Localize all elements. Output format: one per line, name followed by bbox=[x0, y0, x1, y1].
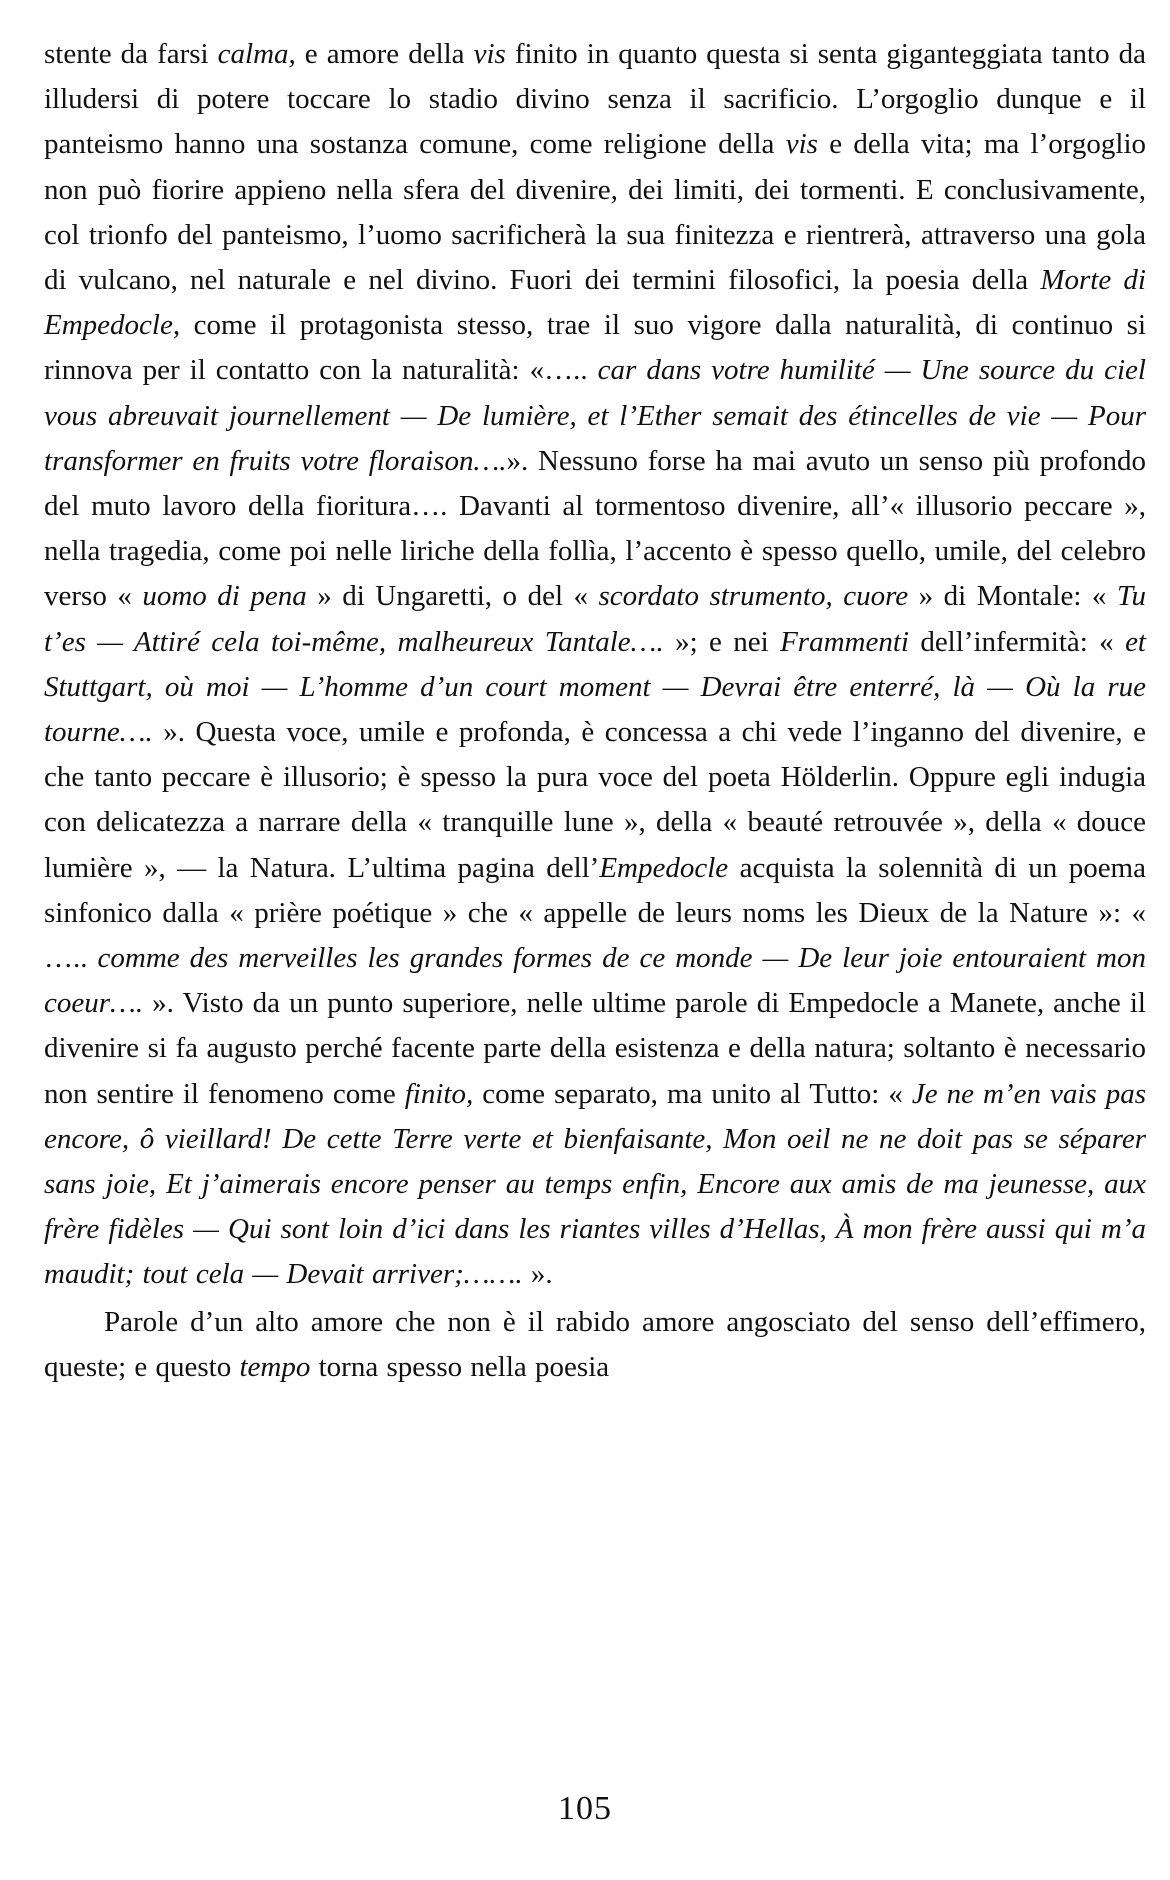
italic-text-run: Empedocle bbox=[599, 851, 729, 884]
italic-text-run: vis bbox=[785, 128, 818, 161]
paragraph-2 bbox=[44, 1300, 1146, 1390]
text-run: come separato, ma unito al Tutto: « bbox=[473, 1077, 912, 1110]
text-run: » di Montale: « bbox=[908, 580, 1117, 613]
italic-text-run: calma, bbox=[217, 38, 296, 70]
text-run: ». Nessuno forse ha mai avuto un senso più profondo del muto lavoro della fioritura…. Davanti al tormentoso divenire, all’« illusorio peccare », nella tragedia, come poi nelle liriche della follìa, l’accento è spesso quello, umile, del celebro verso « bbox=[44, 444, 1146, 613]
italic-text-run: Frammenti bbox=[780, 625, 909, 658]
text-run: ». bbox=[522, 1258, 553, 1291]
italic-text-run: tempo bbox=[239, 1350, 311, 1383]
italic-text-run: scordato strumento, cuore bbox=[598, 580, 909, 613]
page-number: 105 bbox=[558, 1790, 612, 1827]
page-body bbox=[44, 32, 1146, 1390]
italic-text-run: uomo di pena bbox=[142, 580, 307, 613]
text-run: acquista la solennità di un poema sinfonico dalla « prière poétique » che « appelle de leurs noms les Dieux de la Nature »: « ….. bbox=[44, 851, 1146, 975]
italic-text-run: finito, bbox=[404, 1077, 474, 1110]
text-run: come il protagonista stesso, trae il suo vigore dalla naturalità, di continuo si rinnova per il contatto con la naturalità: «….. bbox=[44, 309, 1146, 387]
italic-text-run: Morte di Empedocle, bbox=[44, 264, 1146, 342]
italic-text-run: vis bbox=[473, 38, 506, 70]
text-run: torna spesso nella poesia bbox=[310, 1350, 610, 1383]
text-run: » di Ungaretti, o del « bbox=[306, 580, 599, 613]
text-run: e della vita; ma l’orgoglio non può fiorire appieno nella sfera del divenire, dei limiti, dei tormenti. E conclusivamente, col trionfo del panteismo, l’uomo sacrificherà la sua finitezza e rientrerà, attraverso una gola di vulcano, nel naturale e nel divino. Fuori dei termini filosofici, la poesia della bbox=[44, 128, 1147, 297]
text-run: Parole d’un alto amore che non è il rabido amore angosciato del senso dell’effimero, queste; e questo bbox=[44, 1305, 1146, 1383]
italic-text-run: comme des merveilles les grandes formes de ce monde — De leur joie entouraient mon coeur…. bbox=[44, 942, 1147, 1020]
italic-text-run: et Stuttgart, où moi — L’homme d’un court moment — Devrai être enterré, là — Où la rue tourne…. bbox=[44, 625, 1146, 749]
text-run: finito in quanto questa si senta giganteggiata tanto da illudersi di potere toccare lo stadio divino senza il sacrificio. L’orgoglio dunque e il panteismo hanno una sostanza comune, come religione della bbox=[44, 38, 1147, 161]
text-run: stente da farsi bbox=[44, 38, 218, 70]
italic-text-run: car dans votre humilité — Une source du ciel vous abreuvait journellement — De lumière, et l’Ether semait des étincelles de vie — Pour transformer en fruits votre floraison…. bbox=[44, 354, 1146, 477]
italic-text-run: Je ne m’en vais pas encore, ô vieillard! De cette Terre verte et bienfaisante, Mon oeil ne ne doit pas se séparer sans joie, Et j’aimerais encore penser au temps enfin, Encore aux amis de ma jeunesse, aux frère fidèles — Qui sont loin d’ici dans les riantes villes d’Hellas, À mon frère aussi qui m’a maudit; tout cela — Devait arriver;……. bbox=[44, 1077, 1146, 1291]
italic-text-run: Tu t’es — Attiré cela toi-même, malheureux Tantale…. bbox=[44, 580, 1146, 658]
text-run: ». Questa voce, umile e profonda, è concessa a chi vede l’inganno del divenire, e che tanto peccare è illusorio; è spesso la pura voce del poeta Hölderlin. Oppure egli indugia con delicatezza a narrare della « tranquille lune », della « beauté retrouvée », della « douce lumière », — la Natura. L’ultima pagina dell’ bbox=[44, 716, 1146, 884]
text-run: e amore della bbox=[295, 38, 474, 70]
text-run: ». Visto da un punto superiore, nelle ultime parole di Empedocle a Manete, anche il divenire si fa augusto perché facente parte della esistenza e della natura; soltanto è necessario non sentire il fenomeno come bbox=[44, 987, 1146, 1110]
text-run: »; e nei bbox=[663, 625, 781, 658]
paragraph-1 bbox=[44, 32, 1146, 1298]
text-run: dell’infermità: « bbox=[908, 625, 1126, 658]
